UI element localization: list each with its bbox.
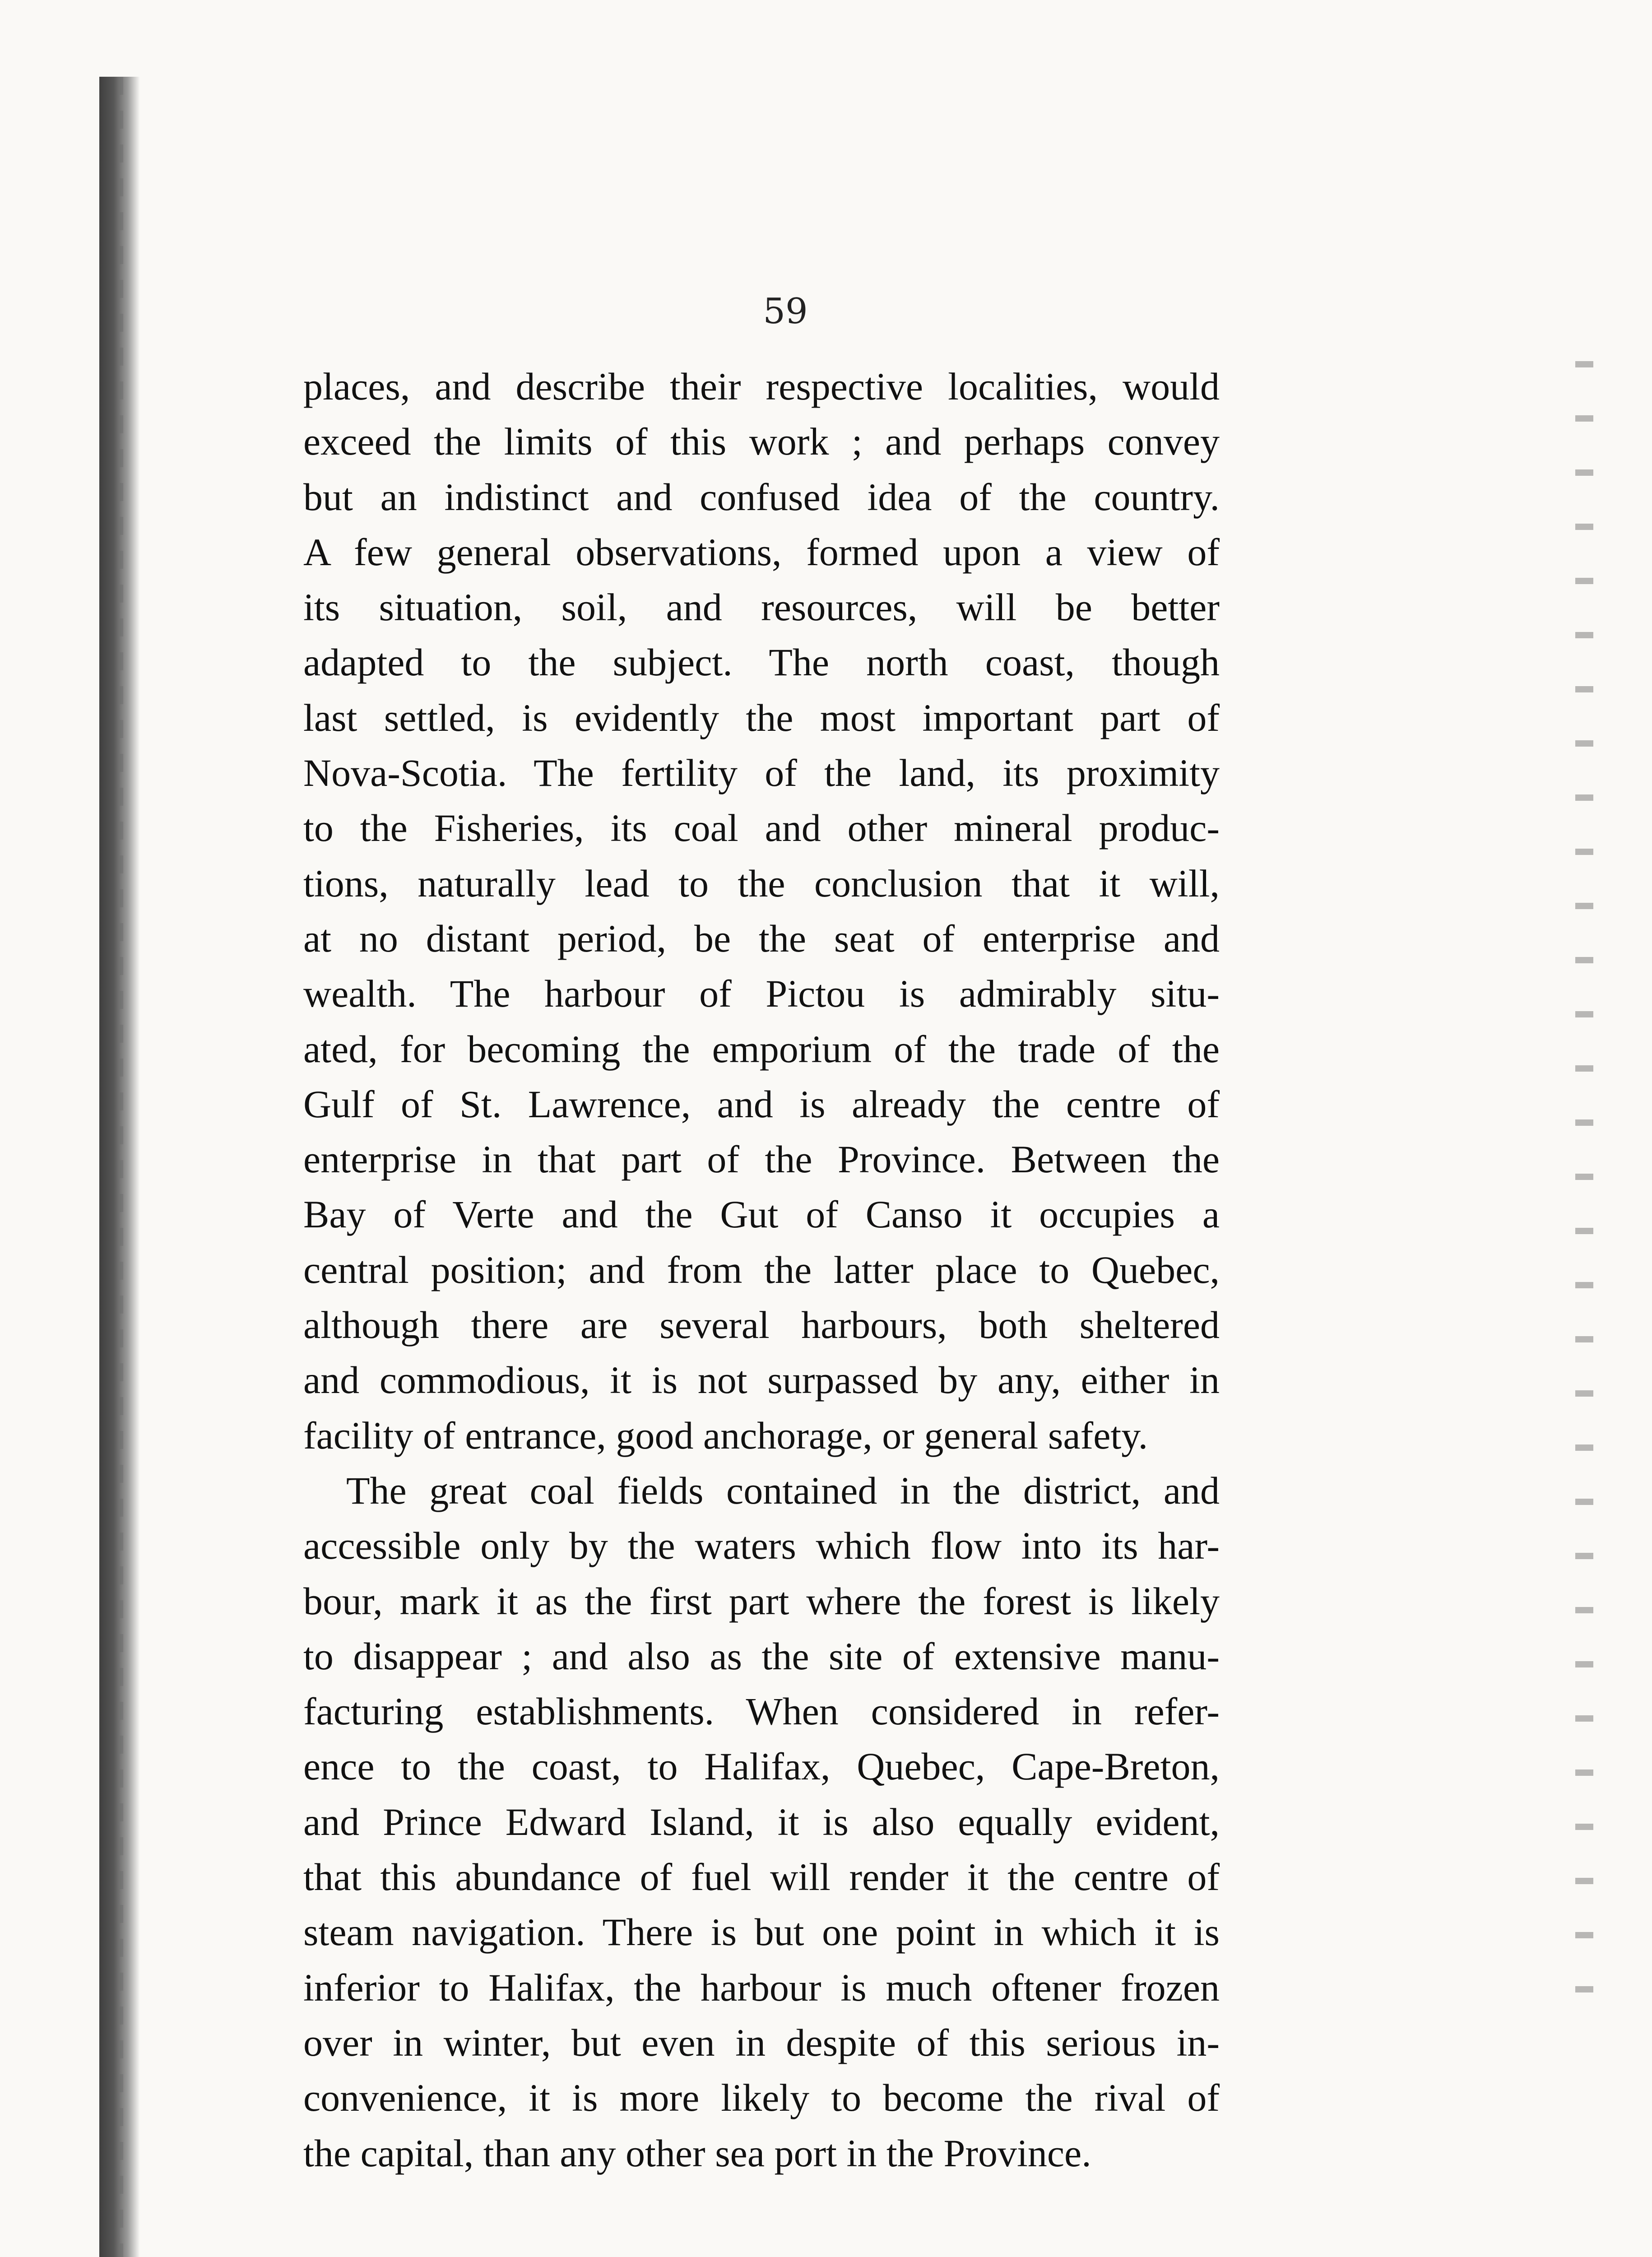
text-line: Gulf of St. Lawrence, and is already the centre of xyxy=(303,1082,1220,1126)
text-line: at no distant period, be the seat of enterprise and xyxy=(303,916,1220,960)
text-line: ated, for becoming the emporium of the trade of the xyxy=(303,1027,1220,1071)
page-edge-specks xyxy=(1575,361,1593,2031)
text-line: places, and describe their respective localities, would xyxy=(303,365,1220,408)
text-line: The great coal fields contained in the district, and xyxy=(346,1468,1220,1512)
paragraph-2 xyxy=(303,1463,1220,2181)
text-line: Nova-Scotia. The fertility of the land, its proximity xyxy=(303,751,1220,795)
text-line: its situation, soil, and resources, will be better xyxy=(303,585,1220,629)
text-line: enterprise in that part of the Province. Between the xyxy=(303,1138,1220,1181)
page-binding-shadow xyxy=(99,77,140,2257)
text-line: facturing establishments. When considered in refer- xyxy=(303,1690,1220,1733)
text-line: steam navigation. There is but one point in which it is xyxy=(303,1910,1220,1954)
text-line: but an indistinct and confused idea of the country. xyxy=(303,475,1220,519)
text-line: to disappear ; and also as the site of extensive manu- xyxy=(303,1634,1220,1678)
text-line: the capital, than any other sea port in the Province. xyxy=(303,2131,1091,2175)
text-line: to the Fisheries, its coal and other mineral produc- xyxy=(303,806,1220,850)
text-line: and commodious, it is not surpassed by any, either in xyxy=(303,1358,1220,1402)
body-text xyxy=(303,359,1220,2181)
text-line: wealth. The harbour of Pictou is admirably situ- xyxy=(303,972,1220,1016)
text-line: accessible only by the waters which flow into its har- xyxy=(303,1524,1220,1568)
text-line: inferior to Halifax, the harbour is much oftener frozen xyxy=(303,1965,1220,2009)
text-line: facility of entrance, good anchorage, or general safety. xyxy=(303,1413,1148,1457)
text-line: although there are several harbours, both sheltered xyxy=(303,1303,1220,1347)
text-line: convenience, it is more likely to become the rival of xyxy=(303,2076,1220,2120)
text-line: Bay of Verte and the Gut of Canso it occupies a xyxy=(303,1193,1220,1236)
text-line: exceed the limits of this work ; and perhaps convey xyxy=(303,420,1220,464)
text-line: ence to the coast, to Halifax, Quebec, Cape-Breton, xyxy=(303,1745,1220,1788)
text-line: adapted to the subject. The north coast, though xyxy=(303,641,1220,684)
text-line: tions, naturally lead to the conclusion that it will, xyxy=(303,861,1220,905)
text-line: central position; and from the latter place to Quebec, xyxy=(303,1248,1220,1291)
text-line: over in winter, but even in despite of this serious in- xyxy=(303,2020,1220,2064)
text-line: and Prince Edward Island, it is also equally evident, xyxy=(303,1800,1220,1844)
text-line: that this abundance of fuel will render it the centre of xyxy=(303,1855,1220,1899)
text-line: bour, mark it as the first part where the forest is likely xyxy=(303,1579,1220,1623)
page-number: 59 xyxy=(763,291,808,332)
text-line: A few general observations, formed upon a view of xyxy=(303,530,1220,574)
paragraph-1 xyxy=(303,359,1220,1463)
text-line: last settled, is evidently the most important part of xyxy=(303,696,1220,739)
